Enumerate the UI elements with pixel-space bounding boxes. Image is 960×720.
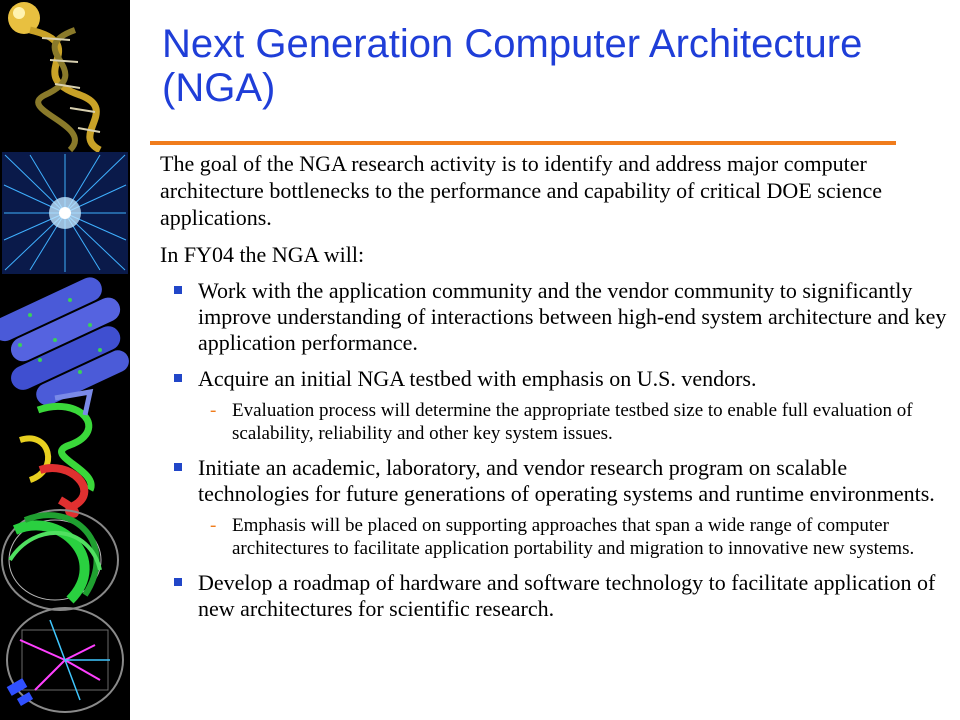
list-item [160, 570, 950, 622]
square-bullet-icon [174, 286, 182, 294]
intro-paragraph: The goal of the NGA research activity is to identify and address major computer architecture bottlenecks to the performance and capability of critical DOE science applications. [160, 151, 882, 230]
torus-plasma-image [2, 510, 118, 610]
title-underline [150, 141, 896, 145]
dash-bullet-icon: - [210, 400, 217, 421]
bullet-text: Develop a roadmap of hardware and software technology to facilitate application of new architectures for scientific research. [198, 570, 936, 621]
protein-ribbon-image [20, 392, 91, 514]
bullet-text: Acquire an initial NGA testbed with emphasis on U.S. vendors. [198, 366, 757, 391]
slide-body [160, 150, 950, 632]
bullet-list [160, 278, 950, 622]
slide-title: Next Generation Computer Architecture (NGA) [162, 22, 863, 110]
list-item [160, 366, 950, 445]
square-bullet-icon [174, 374, 182, 382]
sub-item [198, 514, 950, 560]
sub-bullet-text: Emphasis will be placed on supporting approaches that span a wide range of computer architectures to facilitate application portability and migration to innovative new systems. [232, 515, 915, 559]
dna-helix-image [8, 2, 100, 150]
fy04-lead-in: In FY04 the NGA will: [160, 242, 365, 267]
image-sidebar [0, 0, 130, 720]
square-bullet-icon [174, 463, 182, 471]
sub-item [198, 399, 950, 445]
list-item [160, 278, 950, 356]
sub-list [198, 514, 950, 560]
bullet-text: Initiate an academic, laboratory, and vendor research program on scalable technologies for future generations of operating systems and runtime environments. [198, 455, 935, 506]
sub-list [198, 399, 950, 445]
bullet-text: Work with the application community and the vendor community to significantly improve understanding of interactions between high-end system architecture and key application performance. [198, 278, 947, 355]
particle-detector-image [7, 608, 123, 712]
list-item [160, 455, 950, 560]
square-bullet-icon [174, 578, 182, 586]
dash-bullet-icon: - [210, 515, 217, 536]
particle-burst-image [2, 152, 128, 274]
sub-bullet-text: Evaluation process will determine the appropriate testbed size to enable full evaluation of scalability, reliability and other key system issues. [232, 400, 913, 444]
